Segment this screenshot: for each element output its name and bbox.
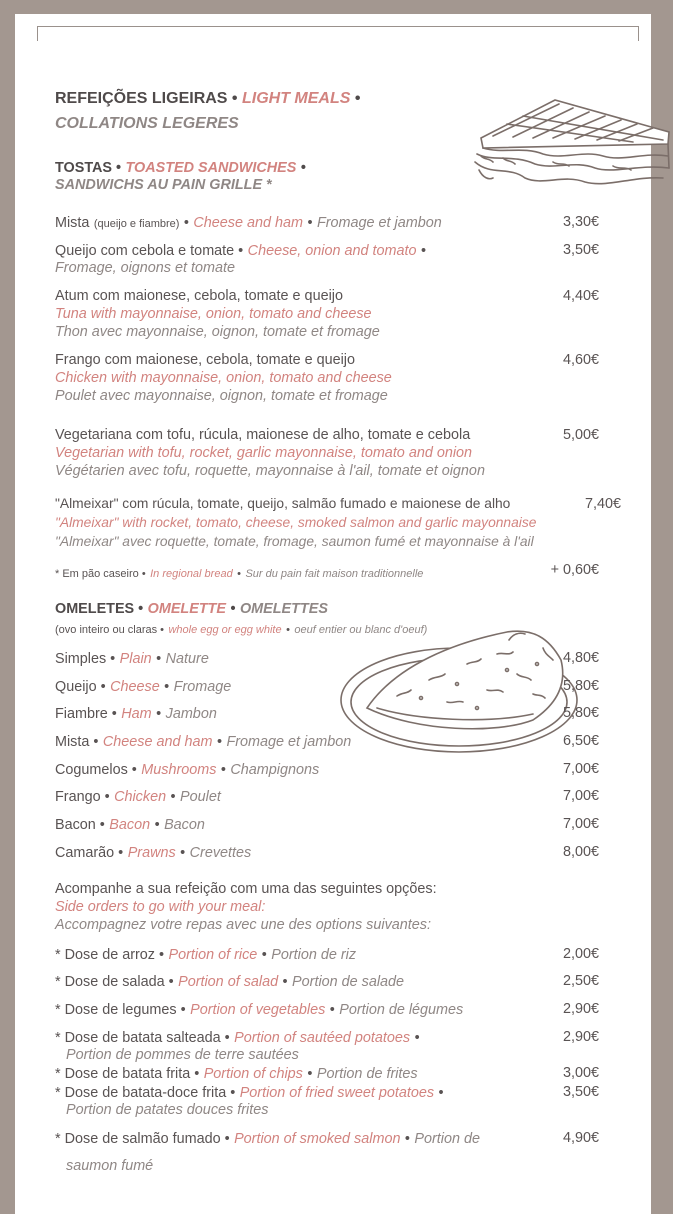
toast-item-vegetariana: Vegetariana com tofu, rúcula, maionese de alho, tomate e cebola [55,427,471,443]
price: 4,40€ [562,288,599,304]
toast-item-queijo-cebola: Queijo com cebola e tomate • Cheese, onion and tomato • [55,243,426,259]
sides-intro-pt: Acompanhe a sua refeição com uma das seguintes opções: [55,881,437,897]
section-title-toasts: TOSTAS • TOASTED SANDWICHES • [55,160,306,176]
price: 2,90€ [562,1029,599,1045]
price: 5,80€ [562,678,599,694]
item-description-fr: Poulet avec mayonnaise, oignon, tomate et fromage [55,388,388,404]
toast-item-almeixar: "Almeixar" com rúcula, tomate, queijo, salmão fumado e maionese de alho [55,496,511,511]
price: 7,00€ [562,816,599,832]
side-item-batata-salteada: * Dose de batata salteada • Portion of sautéed potatoes • [55,1030,420,1046]
price: 2,50€ [562,973,599,989]
omelette-item-cogumelos: Cogumelos • Mushrooms • Champignons [55,762,320,778]
item-description-fr: Portion de pommes de terre sautées [66,1047,299,1063]
item-description-en: "Almeixar" with rocket, tomato, cheese, smoked salmon and garlic mayonnaise [55,515,537,530]
omelette-item-queijo: Queijo • Cheese • Fromage [55,679,232,695]
bread-note: * Em pão caseiro • In regional bread • Sur du pain fait maison traditionnelle [55,568,424,580]
item-description-en: Tuna with mayonnaise, onion, tomato and cheese [55,306,372,322]
toast-item-mista: Mista (queijo e fiambre) • Cheese and ham • Fromage et jambon [55,215,442,231]
item-description-fr: "Almeixar" avec roquette, tomate, fromage, saumon fumé et mayonnaise à l'ail [55,534,534,549]
omelette-subtitle: (ovo inteiro ou claras • whole egg or egg white • oeuf entier ou blanc d'oeuf) [55,624,428,636]
item-description-en: Vegetarian with tofu, rocket, garlic mayonnaise, tomato and onion [55,445,473,461]
price: 6,50€ [562,733,599,749]
toast-item-frango: Frango com maionese, cebola, tomate e queijo [55,352,355,368]
omelette-item-camarao: Camarão • Prawns • Crevettes [55,845,252,861]
side-item-batata-doce: * Dose de batata-doce frita • Portion of fried sweet potatoes • [55,1085,444,1101]
omelette-item-bacon: Bacon • Bacon • Bacon [55,817,205,833]
price: 7,00€ [562,761,599,777]
menu-page [15,14,651,1214]
price: 3,50€ [562,242,599,258]
item-description-fr: Portion de patates douces frites [66,1102,269,1118]
omelette-item-frango: Frango • Chicken • Poulet [55,789,221,805]
item-description-fr: Thon avec mayonnaise, oignon, tomate et fromage [55,324,380,340]
price: 7,40€ [584,496,621,512]
item-description-fr: saumon fumé [66,1158,154,1174]
price: 3,30€ [562,214,599,230]
omelette-item-mista: Mista • Cheese and ham • Fromage et jambon [55,734,352,750]
price: 5,00€ [562,427,599,443]
side-item-legumes: * Dose de legumes • Portion of vegetables • Portion de légumes [55,1002,464,1018]
price: 4,60€ [562,352,599,368]
sides-intro-fr: Accompagnez votre repas avec une des options suivantes: [55,917,431,933]
section-title-omelettes: OMELETES • OMELETTE • OMELETTES [55,601,328,617]
side-item-salada: * Dose de salada • Portion of salad • Portion de salade [55,974,405,990]
omelette-item-simples: Simples • Plain • Nature [55,651,209,667]
item-description-fr: Végétarien avec tofu, roquette, mayonnaise à l'ail, tomate et oignon [55,463,485,479]
price: 2,90€ [562,1001,599,1017]
side-item-salmao: * Dose de salmão fumado • Portion of smoked salmon • Portion de [55,1131,481,1147]
section-subtitle-fr: COLLATIONS LEGERES [55,115,239,132]
omelette-item-fiambre: Fiambre • Ham • Jambon [55,706,217,722]
price: 8,00€ [562,844,599,860]
price: 3,50€ [562,1084,599,1100]
section-title-light-meals: REFEIÇÕES LIGEIRAS • LIGHT MEALS • [55,90,361,107]
sides-intro-en: Side orders to go with your meal: [55,899,266,915]
toast-item-atum: Atum com maionese, cebola, tomate e queijo [55,288,343,304]
section-subtitle-toasts-fr: SANDWICHS AU PAIN GRILLE * [55,177,272,193]
price: 7,00€ [562,788,599,804]
price: + 0,60€ [550,562,599,578]
price: 3,00€ [562,1065,599,1081]
sandwich-illustration [463,96,673,186]
price: 4,90€ [562,1130,599,1146]
side-item-batata-frita: * Dose de batata frita • Portion of chips • Portion de frites [55,1066,418,1082]
item-description-en: Chicken with mayonnaise, onion, tomato and cheese [55,370,392,386]
price: 2,00€ [562,946,599,962]
omelette-illustration [337,624,585,762]
price: 4,80€ [562,650,599,666]
page-frame [37,26,639,41]
item-description-fr: Fromage, oignons et tomate [55,260,235,276]
side-item-arroz: * Dose de arroz • Portion of rice • Portion de riz [55,947,357,963]
price: 5,80€ [562,705,599,721]
